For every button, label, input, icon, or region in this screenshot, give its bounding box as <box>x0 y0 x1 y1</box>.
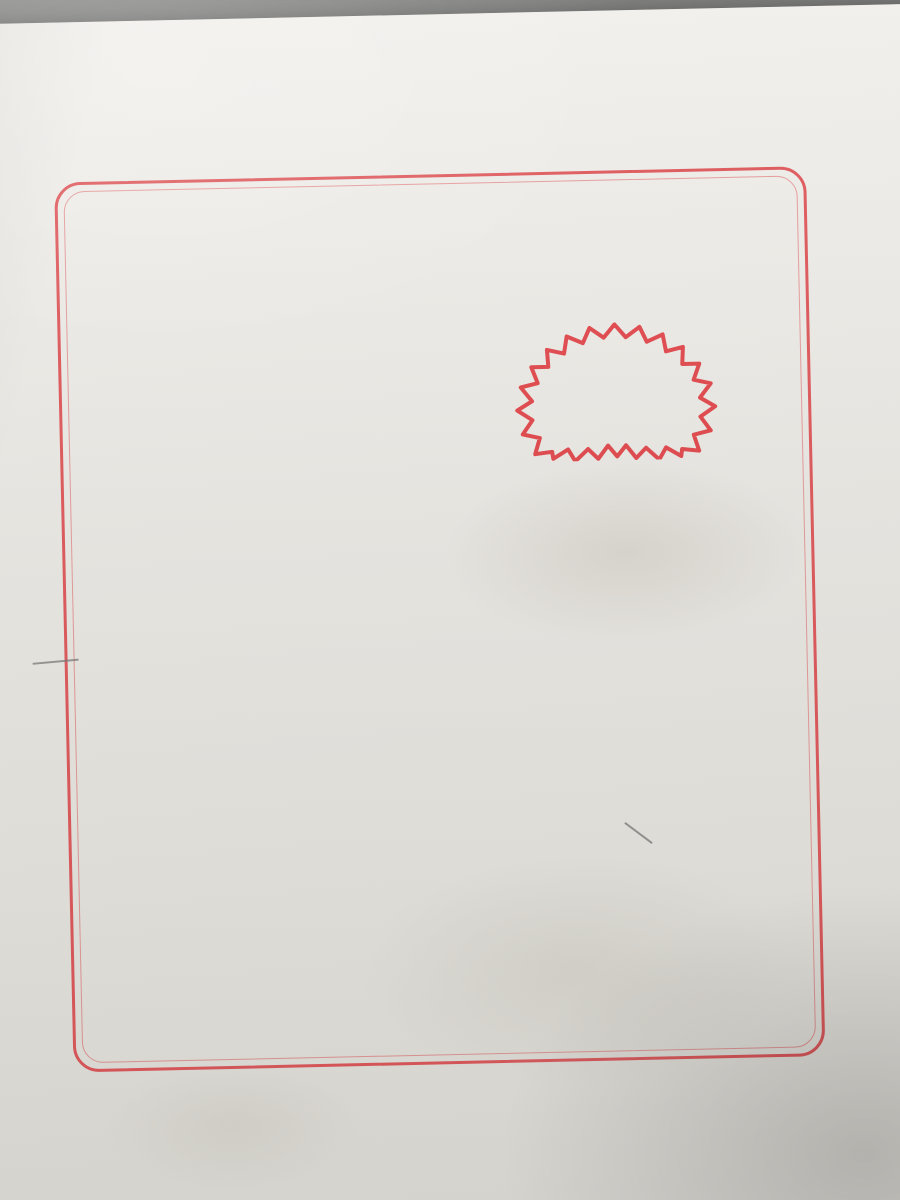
panel-inner-border <box>63 175 816 1063</box>
dinner-combination-list <box>58 191 805 241</box>
price-badge <box>495 318 736 463</box>
appetizers-section <box>74 1074 826 1102</box>
combo-item-code <box>82 238 174 240</box>
dinner-combination-panel <box>54 166 825 1072</box>
combo-item-continuation <box>82 195 786 236</box>
appetizers-title <box>74 1074 826 1090</box>
combo-item-code <box>82 205 174 207</box>
menu-content <box>0 4 900 1200</box>
combo-item-name-continued <box>174 216 786 229</box>
combo-item-code <box>82 236 174 238</box>
appetizers-list <box>74 1086 826 1102</box>
menu-paper-sheet <box>0 4 900 1200</box>
combo-item-code <box>82 239 174 241</box>
combo-item-code <box>82 237 174 239</box>
price-badge-text <box>495 318 736 463</box>
